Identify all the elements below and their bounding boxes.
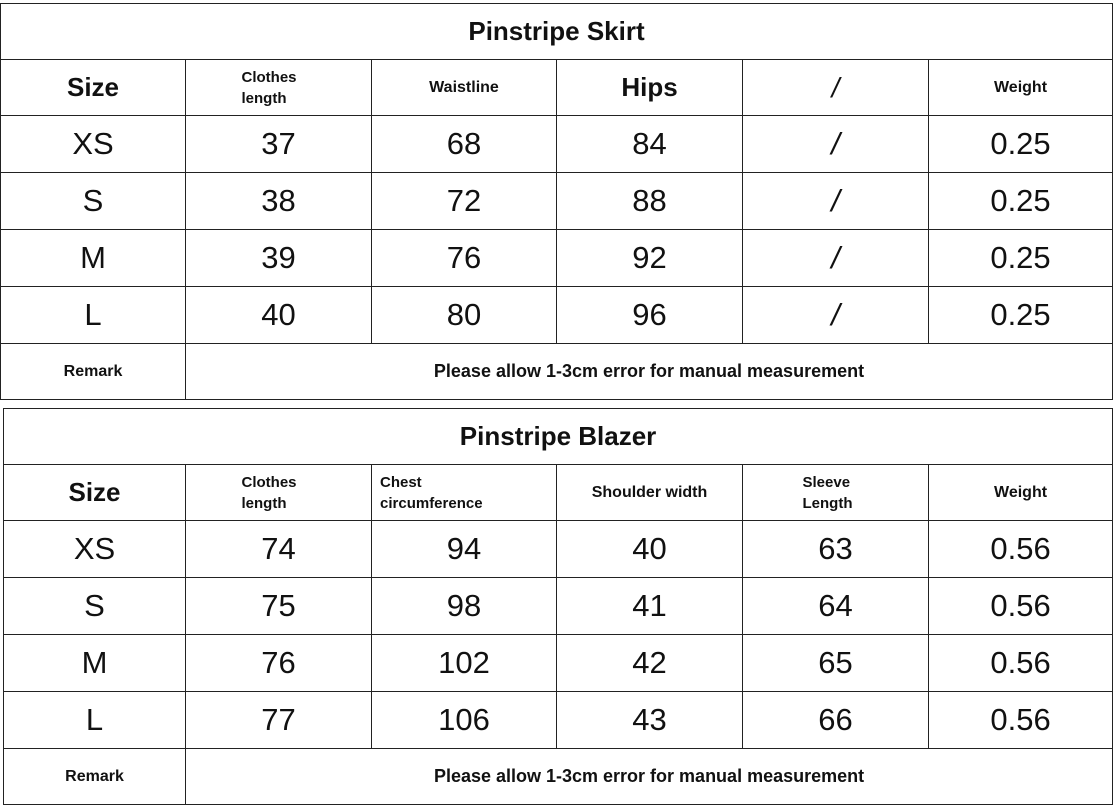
table-cell: 63: [743, 521, 929, 578]
table-row: [4, 521, 1113, 578]
blazer-header-weight: Weight: [929, 465, 1113, 521]
table-cell: 0.25: [929, 230, 1113, 287]
skirt-header-clothes-length-cell: [186, 60, 372, 116]
table-cell: 84: [557, 116, 743, 173]
table-cell: M: [1, 230, 186, 287]
blazer-header-size: Size: [4, 465, 186, 521]
table-cell: 102: [372, 635, 557, 692]
table-cell: 76: [372, 230, 557, 287]
table-cell: 0.25: [929, 116, 1113, 173]
skirt-remark-text: Please allow 1-3cm error for manual measurement: [186, 344, 1113, 400]
skirt-size-table: [0, 3, 1113, 400]
blazer-size-table: [3, 408, 1113, 805]
table-cell: 92: [557, 230, 743, 287]
table-cell: 42: [557, 635, 743, 692]
table-cell: 96: [557, 287, 743, 344]
skirt-header-size: Size: [1, 60, 186, 116]
blazer-header-sleeve-length: Sleeve Length: [802, 473, 853, 512]
table-cell: S: [4, 578, 186, 635]
table-cell: /: [743, 173, 929, 230]
table-row: [1, 173, 1113, 230]
table-cell: 76: [186, 635, 372, 692]
table-row: [1, 230, 1113, 287]
table-cell: 0.25: [929, 287, 1113, 344]
skirt-remark-label: Remark: [1, 344, 186, 400]
skirt-header-waistline: Waistline: [372, 60, 557, 116]
table-cell: 37: [186, 116, 372, 173]
skirt-header-hips: Hips: [557, 60, 743, 116]
table-cell: /: [743, 230, 929, 287]
table-row: [4, 578, 1113, 635]
table-cell: 77: [186, 692, 372, 749]
blazer-remark-label: Remark: [4, 749, 186, 805]
table-cell: 0.56: [929, 635, 1113, 692]
table-cell: L: [1, 287, 186, 344]
blazer-remark-text: Please allow 1-3cm error for manual measurement: [186, 749, 1113, 805]
table-cell: S: [1, 173, 186, 230]
table-cell: 106: [372, 692, 557, 749]
table-cell: 40: [557, 521, 743, 578]
blazer-title: Pinstripe Blazer: [4, 409, 1113, 465]
table-cell: 80: [372, 287, 557, 344]
table-cell: 39: [186, 230, 372, 287]
table-cell: 0.56: [929, 692, 1113, 749]
table-cell: 75: [186, 578, 372, 635]
table-cell: M: [4, 635, 186, 692]
skirt-header-slash: /: [743, 60, 929, 116]
skirt-header-clothes-length: Clothes length: [241, 68, 297, 107]
table-cell: 38: [186, 173, 372, 230]
table-cell: 0.25: [929, 173, 1113, 230]
table-cell: 64: [743, 578, 929, 635]
table-cell: 88: [557, 173, 743, 230]
skirt-header-weight: Weight: [929, 60, 1113, 116]
table-cell: /: [743, 116, 929, 173]
table-cell: 74: [186, 521, 372, 578]
blazer-header-chest-circumference: Chest circumference: [380, 473, 483, 512]
blazer-header-clothes-length-cell: [186, 465, 372, 521]
table-cell: 41: [557, 578, 743, 635]
blazer-header-chest-cell: [372, 465, 557, 521]
table-cell: 66: [743, 692, 929, 749]
table-cell: 72: [372, 173, 557, 230]
table-cell: 40: [186, 287, 372, 344]
table-cell: 0.56: [929, 578, 1113, 635]
table-cell: 43: [557, 692, 743, 749]
table-cell: 68: [372, 116, 557, 173]
table-cell: /: [743, 287, 929, 344]
blazer-header-clothes-length: Clothes length: [241, 473, 297, 512]
table-row: [1, 116, 1113, 173]
table-row: [4, 692, 1113, 749]
table-row: [1, 287, 1113, 344]
blazer-header-shoulder-width: Shoulder width: [557, 465, 743, 521]
table-cell: 98: [372, 578, 557, 635]
table-cell: 65: [743, 635, 929, 692]
table-cell: XS: [4, 521, 186, 578]
table-cell: XS: [1, 116, 186, 173]
blazer-header-sleeve-cell: [743, 465, 929, 521]
skirt-title: Pinstripe Skirt: [1, 4, 1113, 60]
table-cell: L: [4, 692, 186, 749]
table-cell: 0.56: [929, 521, 1113, 578]
table-cell: 94: [372, 521, 557, 578]
table-row: [4, 635, 1113, 692]
